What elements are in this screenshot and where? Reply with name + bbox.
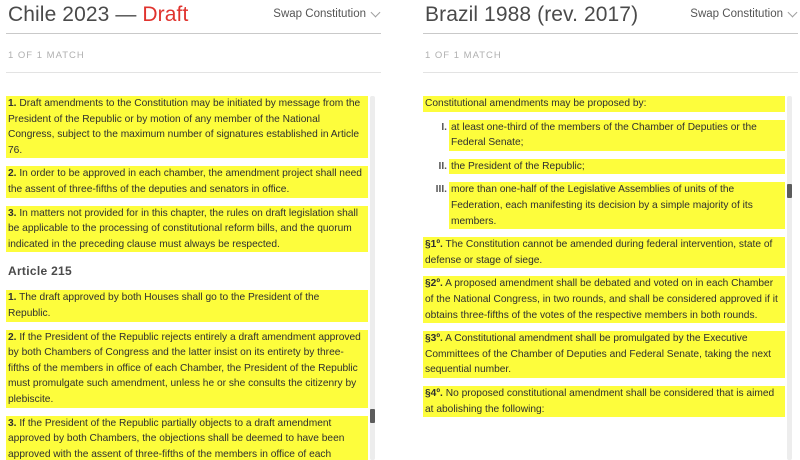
list-item <box>423 182 785 229</box>
paragraph-number: 1. <box>8 292 17 304</box>
right-divider <box>423 72 798 73</box>
paragraph-number: 3. <box>8 207 17 219</box>
paragraph-text: In order to be approved in each chamber, the amendment project shall need the assent of three-fifths of the deputies and senators in office. <box>8 168 362 195</box>
section-number: §2º. <box>425 278 443 290</box>
paragraph-number: 3. <box>8 417 17 429</box>
paragraph-number: 2. <box>8 331 17 343</box>
left-title-main: Chile 2023 — <box>8 3 143 26</box>
list-item-text: the President of the Republic; <box>449 159 785 175</box>
right-content <box>423 96 785 425</box>
paragraph-text: The draft approved by both Houses shall go to the President of the Republic. <box>8 292 320 319</box>
left-swap-label: Swap Constitution <box>273 8 366 20</box>
right-constitution-title: Brazil 1988 (rev. 2017) <box>425 3 639 26</box>
right-swap-label: Swap Constitution <box>690 8 783 20</box>
highlighted-paragraph: Constitutional amendments may be proposed by: <box>423 96 785 112</box>
roman-numeral: II. <box>438 160 447 172</box>
right-header <box>423 0 798 34</box>
list-item-text: at least one-third of the members of the Chamber of Deputies or the Federal Senate; <box>449 120 785 151</box>
highlighted-section <box>423 331 785 378</box>
left-swap-constitution-button[interactable] <box>273 8 379 20</box>
highlighted-paragraph <box>6 206 368 253</box>
draft-label: Draft <box>142 3 189 26</box>
section-text: No proposed constitutional amendment shall be considered that is aimed at abolishing the following: <box>425 387 775 415</box>
list-item <box>423 120 785 151</box>
right-scrollbar-thumb[interactable] <box>787 184 792 198</box>
left-pane <box>6 0 386 460</box>
roman-numeral: III. <box>435 184 447 196</box>
left-divider <box>6 72 381 73</box>
paragraph-text: If the President of the Republic partially objects to a draft amendment approved by both Chambers, the objections shall be deemed to have been approved with the assent of three-fifths of the members in office of each <box>8 417 345 460</box>
highlighted-paragraph <box>6 330 368 408</box>
section-number: §4º. <box>425 387 443 399</box>
paragraph-number: 2. <box>8 168 17 180</box>
highlighted-section <box>423 237 785 268</box>
highlighted-paragraph <box>6 416 368 460</box>
right-pane <box>423 0 800 460</box>
highlighted-section <box>423 276 785 323</box>
left-constitution-title <box>8 3 188 27</box>
right-match-counter: 1 OF 1 MATCH <box>425 50 502 61</box>
roman-numeral: I. <box>441 121 447 133</box>
paragraph-text: In matters not provided for in this chapter, the rules on draft legislation shall be applicable to the processing of constitutional reform bills, and the quorum indicated in the preceding clause must always be respected. <box>8 207 358 250</box>
highlighted-paragraph <box>6 166 368 197</box>
right-swap-constitution-button[interactable] <box>690 8 796 20</box>
list-item-text: more than one-half of the Legislative Assemblies of units of the Federation, each manifesting its decision by a simple majority of its members. <box>449 182 785 229</box>
chevron-down-icon <box>371 7 381 17</box>
section-text: A proposed amendment shall be debated and voted on in each Chamber of the National Congress, in two rounds, and shall be considered approved if it obtains three-fifths of the votes of the respective members in both rounds. <box>425 278 778 321</box>
section-text: The Constitution cannot be amended during federal intervention, state of defense or stage of siege. <box>425 239 773 266</box>
right-scrollbar[interactable] <box>787 96 792 460</box>
chevron-down-icon <box>788 7 798 17</box>
paragraph-number: 1. <box>8 98 17 109</box>
highlighted-section <box>423 386 785 417</box>
left-content <box>6 96 368 460</box>
left-scrollbar-thumb[interactable] <box>370 409 375 423</box>
left-header <box>6 0 381 34</box>
highlighted-paragraph <box>6 290 368 321</box>
left-scrollbar[interactable] <box>370 96 375 460</box>
highlighted-paragraph <box>6 96 368 158</box>
article-heading: Article 215 <box>8 264 73 279</box>
left-match-counter: 1 OF 1 MATCH <box>8 50 85 61</box>
paragraph-text: Draft amendments to the Constitution may be initiated by message from the President of the Republic or by motion of any member of the National Congress, subject to the maximum number of signatures established in Article 76. <box>8 98 361 156</box>
section-text: A Constitutional amendment shall be promulgated by the Executive Committees of the Chamber of Deputies and Federal Senate, taking the next sequential number. <box>425 333 772 376</box>
section-number: §1º. <box>425 239 443 251</box>
section-number: §3º. <box>425 333 443 345</box>
list-item <box>423 159 785 175</box>
paragraph-text: If the President of the Republic rejects entirely a draft amendment approved by both Chambers of Congress and the latter insist on its entirety by three-fifths of the members in office of each Chamber, the President of the Republic must promulgate such amendment, unless he or she consults the citizenry by plebiscite. <box>8 331 361 405</box>
